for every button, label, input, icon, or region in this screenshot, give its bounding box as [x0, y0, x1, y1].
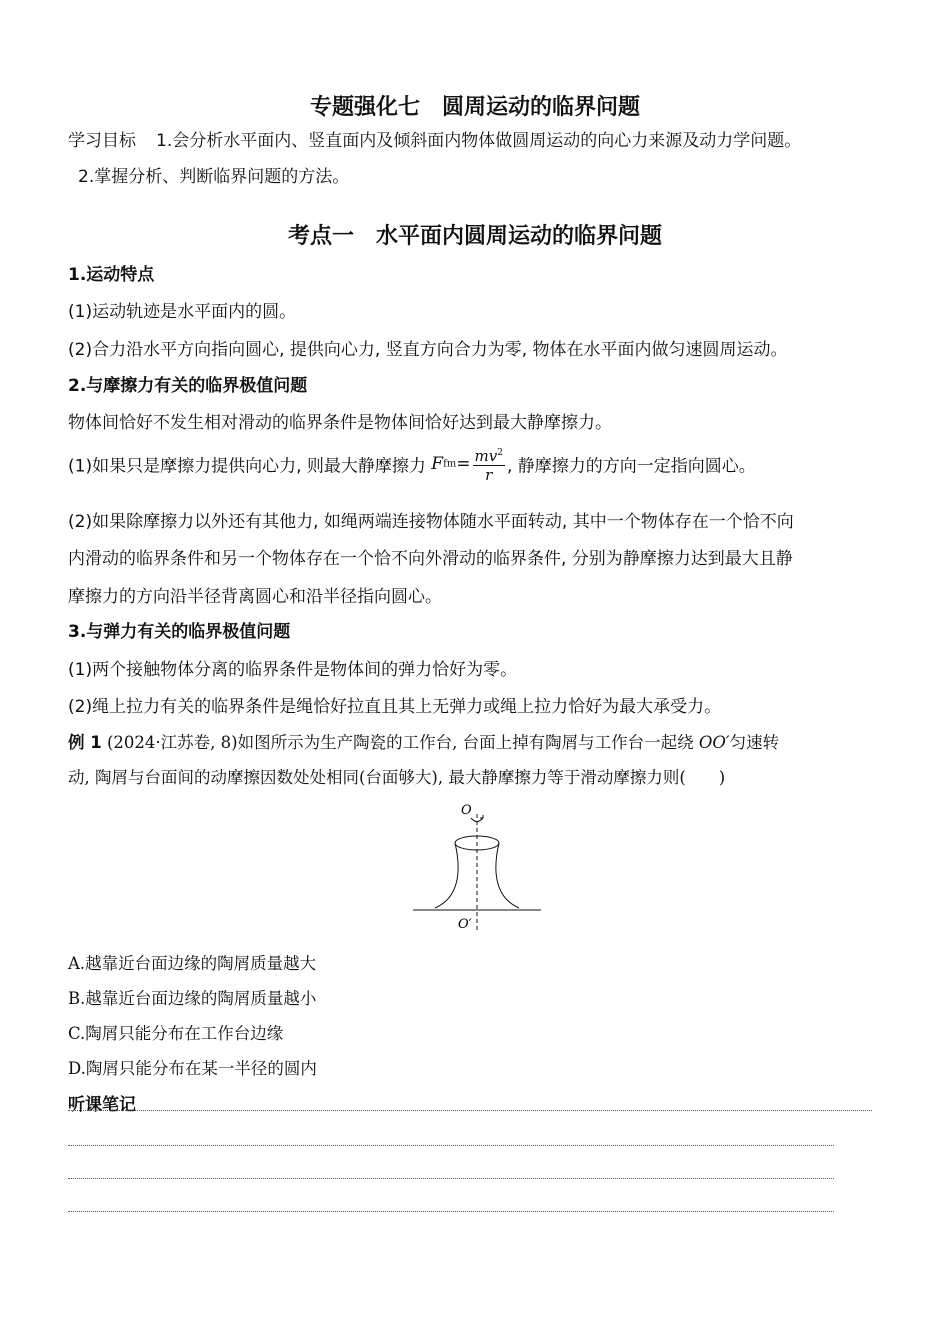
paragraph: (2)绳上拉力有关的临界条件是绳恰好拉直且其上无弹力或绳上拉力恰好为最大承受力。 — [68, 697, 722, 717]
paragraph-line: 摩擦力的方向沿半径背离圆心和沿半径指向圆心。 — [68, 587, 442, 607]
heading-elastic-critical: 3.与弹力有关的临界极值问题 — [68, 622, 291, 642]
fraction-denominator: r — [485, 466, 493, 484]
example-text: (2024·江苏卷, 8)如图所示为生产陶瓷的工作台, 台面上掉有陶屑与工作台一起绕 — [106, 733, 699, 752]
notes-heading: 听课笔记 — [68, 1095, 136, 1115]
paragraph-line: (2)如果除摩擦力以外还有其他力, 如绳两端连接物体随水平面转动, 其中一个物体存在一个恰不向 — [68, 512, 794, 532]
fraction-numerator: mv — [474, 447, 498, 465]
learning-objectives — [68, 126, 801, 151]
option-d: D.陶屑只能分布在某一半径的圆内 — [68, 1059, 317, 1078]
rotation-arrow-icon — [471, 818, 483, 822]
notes-line — [68, 1110, 872, 1111]
objective-2: 2.掌握分析、判断临界问题的方法。 — [78, 167, 350, 187]
heading-friction-critical: 2.与摩擦力有关的临界极值问题 — [68, 376, 308, 396]
objectives-label: 学习目标 — [68, 131, 136, 151]
axis-label: OO′ — [698, 733, 730, 752]
section-title: 考点一 水平面内圆周运动的临界问题 — [287, 223, 662, 249]
example-line-1 — [68, 729, 779, 753]
paragraph: (1)两个接触物体分离的临界条件是物体间的弹力恰好为零。 — [68, 660, 518, 680]
example-text-end: 匀速转 — [729, 733, 780, 752]
example-label: 例 1 — [68, 733, 102, 752]
notes-line — [68, 1178, 834, 1179]
formula-paragraph — [68, 444, 756, 484]
page-title: 专题强化七 圆周运动的临界问题 — [309, 94, 640, 120]
objective-1: 1.会分析水平面内、竖直面内及倾斜面内物体做圆周运动的向心力来源及动力学问题。 — [156, 131, 802, 151]
fraction-exponent: 2 — [497, 448, 503, 458]
notes-line — [68, 1145, 834, 1146]
option-a: A.越靠近台面边缘的陶屑质量越大 — [68, 954, 317, 973]
pottery-wheel-figure — [410, 798, 550, 938]
paragraph: (1)运动轨迹是水平面内的圆。 — [68, 302, 297, 322]
formula-tail: , 静摩擦力的方向一定指向圆心。 — [506, 456, 756, 477]
force-subscript: fm — [443, 458, 457, 470]
formula-lead: (1)如果只是摩擦力提供向心力, 则最大静摩擦力 — [68, 456, 432, 477]
body-right-side — [496, 843, 519, 908]
option-c: C.陶屑只能分布在工作台边缘 — [68, 1024, 284, 1043]
force-symbol: F — [431, 454, 444, 474]
axis-top-label: O — [461, 803, 472, 818]
paragraph-line: 内滑动的临界条件和另一个物体存在一个恰不向外滑动的临界条件, 分别为静摩擦力达到最大且静 — [68, 549, 793, 569]
body-left-side — [435, 843, 458, 908]
axis-bottom-label: O′ — [458, 917, 472, 932]
fraction-mv2-over-r — [473, 444, 505, 484]
example-line-2: 动, 陶屑与台面间的动摩擦因数处处相同(台面够大), 最大静摩擦力等于滑动摩擦力则( ) — [68, 768, 726, 787]
notes-line — [68, 1211, 834, 1212]
equals-sign: = — [456, 454, 471, 474]
option-b: B.越靠近台面边缘的陶屑质量越小 — [68, 989, 317, 1008]
heading-motion-features: 1.运动特点 — [68, 265, 155, 285]
paragraph: (2)合力沿水平方向指向圆心, 提供向心力, 竖直方向合力为零, 物体在水平面内做匀速圆周运动。 — [68, 340, 788, 360]
paragraph: 物体间恰好不发生相对滑动的临界条件是物体间恰好达到最大静摩擦力。 — [68, 413, 612, 433]
